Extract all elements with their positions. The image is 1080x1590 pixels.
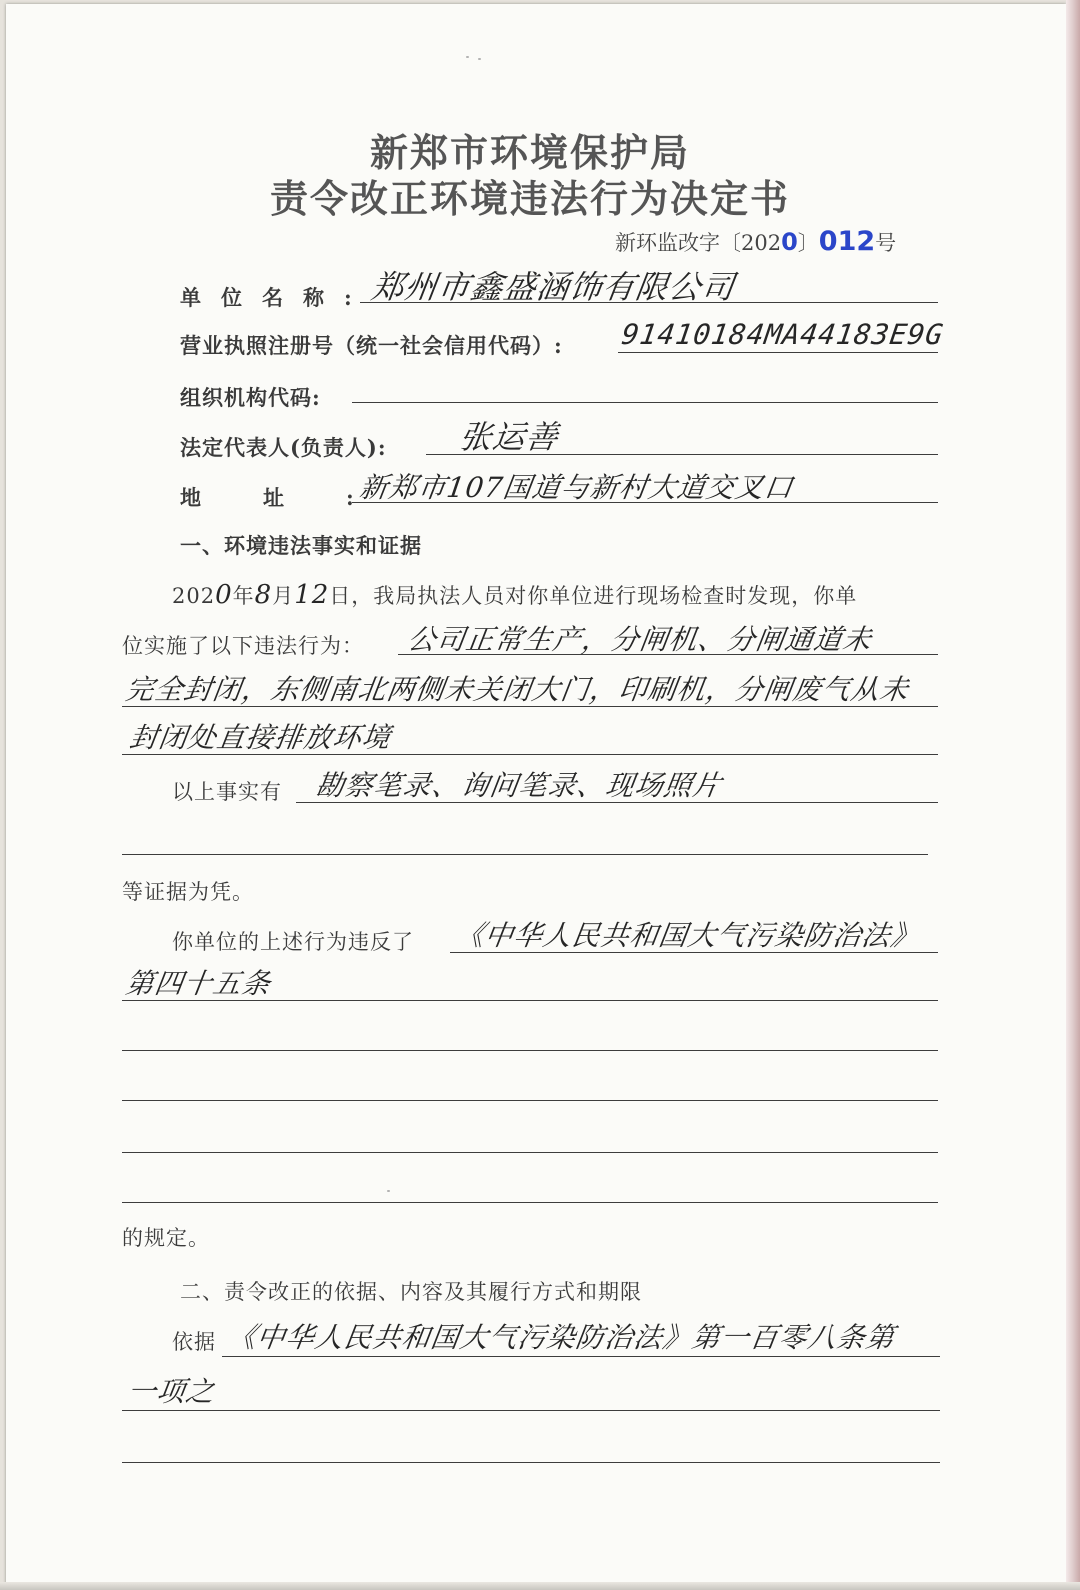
basis-line-1: 《中华人民共和国大气污染防治法》第一百零八条第 bbox=[225, 1321, 898, 1354]
basis-line-2: 一项之 bbox=[125, 1375, 218, 1408]
blank-underline bbox=[122, 1152, 938, 1153]
date-year-label: 年 bbox=[232, 584, 255, 608]
blank-underline bbox=[122, 1462, 940, 1463]
page-edge-shadow bbox=[1066, 0, 1080, 1590]
violated-label: 你单位的上述行为违反了 bbox=[172, 930, 414, 954]
unit-name-value: 郑州市鑫盛涵饰有限公司 bbox=[369, 268, 738, 306]
section1-heading: 一、环境违法事实和证据 bbox=[180, 533, 422, 558]
provision-suffix: 的规定。 bbox=[122, 1226, 210, 1250]
violated-line-2: 第四十五条 bbox=[123, 967, 274, 1000]
violation-line-1: 公司正常生产，分闸机、分闸通道未 bbox=[405, 623, 875, 656]
page-bottom-edge bbox=[0, 1582, 1080, 1590]
violation-line-2: 完全封闭，东侧南北两侧未关闭大门，印刷机，分闸废气从未 bbox=[123, 673, 912, 706]
evidence-label: 以上事实有 bbox=[172, 780, 282, 804]
evidence-underline-2 bbox=[122, 854, 928, 855]
org-code-underline bbox=[352, 402, 938, 403]
doc-number-year-digit: 0 bbox=[781, 228, 798, 256]
doc-number-suffix: 号 bbox=[875, 231, 897, 255]
inspection-date-sentence bbox=[172, 580, 857, 610]
violation-intro: 位实施了以下违法行为： bbox=[122, 634, 364, 658]
document-number bbox=[615, 226, 896, 257]
legal-rep-label: 法定代表人(负责人): bbox=[180, 435, 387, 460]
address-label: 地址: bbox=[180, 485, 416, 510]
org-code-label: 组织机构代码: bbox=[180, 385, 321, 410]
evidence-suffix: 等证据为凭。 bbox=[122, 880, 254, 904]
date-year-digit: 0 bbox=[215, 580, 233, 610]
basis-label: 依据 bbox=[172, 1330, 216, 1354]
legal-rep-value: 张运善 bbox=[457, 418, 562, 456]
date-prefix: 202 bbox=[172, 584, 216, 608]
date-month: 8 bbox=[254, 580, 273, 610]
basis-underline-2 bbox=[122, 1410, 940, 1411]
document-title: 责令改正环境违法行为决定书 bbox=[269, 176, 790, 221]
scan-speck bbox=[387, 1190, 390, 1192]
doc-number-prefix: 新环监改字〔202 bbox=[615, 231, 782, 255]
address-value: 新郑市107国道与新村大道交叉口 bbox=[357, 471, 796, 504]
date-day-label: 日，我局执法人员对你单位进行现场检查时发现，你单 bbox=[329, 584, 858, 608]
section2-heading: 二、责令改正的依据、内容及其履行方式和期限 bbox=[180, 1280, 642, 1304]
blank-underline bbox=[122, 1050, 938, 1051]
license-underline bbox=[618, 352, 938, 353]
blank-underline bbox=[122, 1202, 938, 1203]
violation-line-3: 封闭处直接排放环境 bbox=[127, 721, 394, 754]
unit-name-label: 单位名称: bbox=[180, 285, 372, 310]
agency-title: 新郑市环境保护局 bbox=[369, 130, 690, 175]
evidence-value: 勘察笔录、询问笔录、现场照片 bbox=[313, 769, 725, 802]
doc-number-middle: 〕 bbox=[797, 231, 819, 255]
basis-underline-1 bbox=[222, 1356, 940, 1357]
license-label: 营业执照注册号（统一社会信用代码）: bbox=[180, 333, 563, 358]
scan-speck bbox=[466, 56, 469, 58]
date-day: 12 bbox=[294, 580, 330, 610]
blank-underline bbox=[122, 1100, 938, 1101]
doc-number-serial: 012 bbox=[818, 226, 876, 257]
date-month-label: 月 bbox=[272, 584, 295, 608]
violated-line-1: 《中华人民共和国大气污染防治法》 bbox=[453, 919, 923, 952]
license-value: 91410184MA44183E9G bbox=[619, 318, 946, 351]
scan-speck bbox=[478, 58, 481, 60]
